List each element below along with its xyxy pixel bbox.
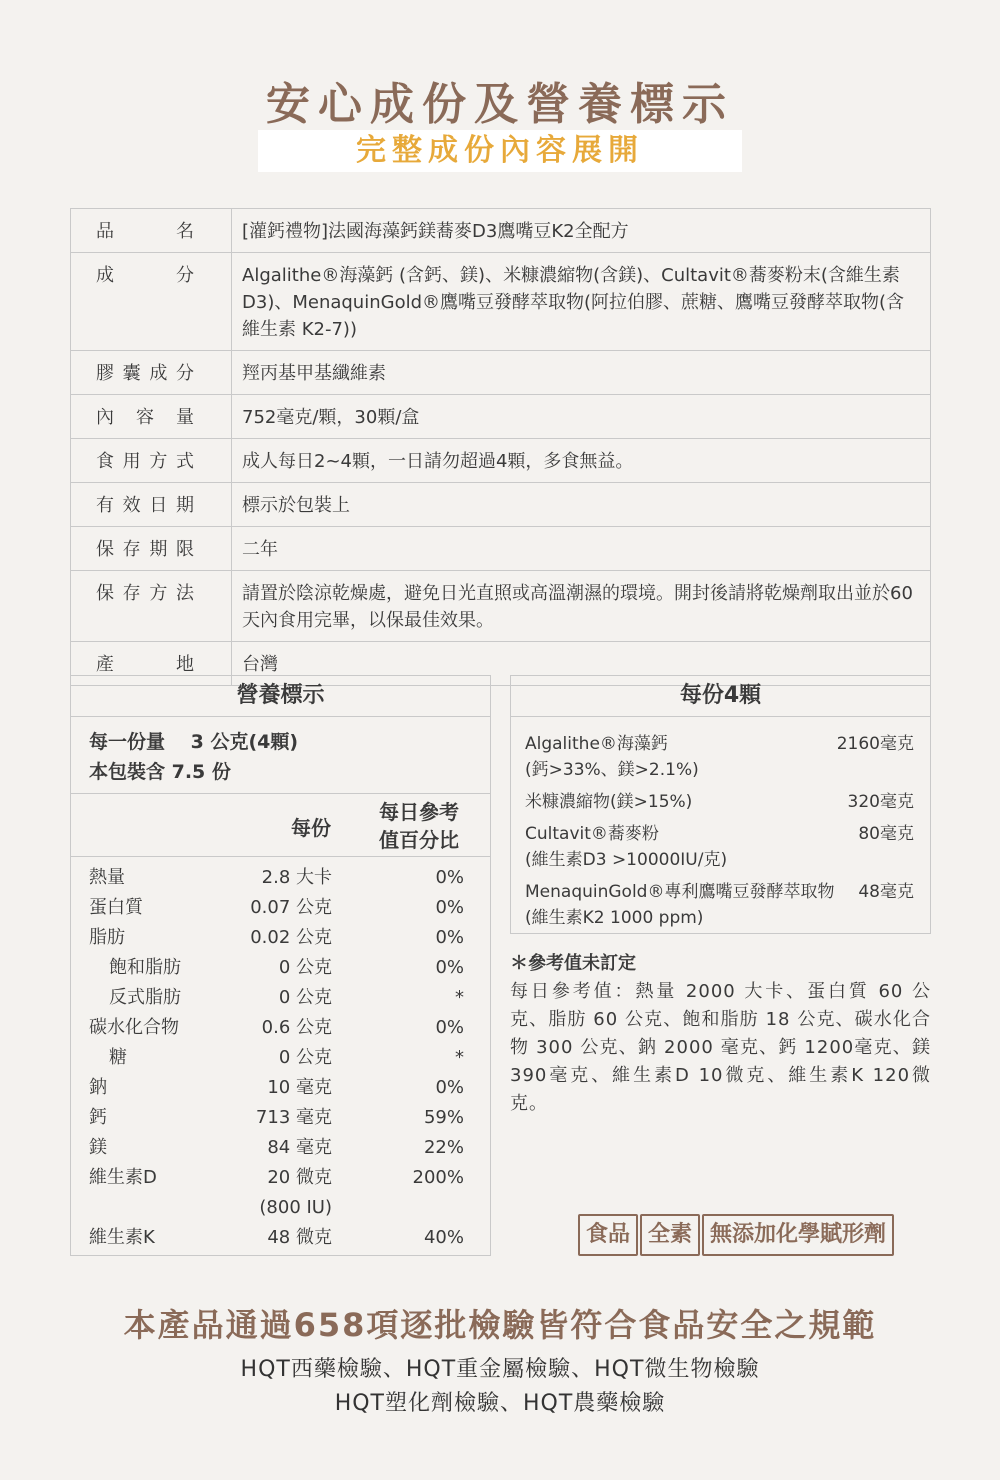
spec-key-label: 品名 xyxy=(96,221,194,242)
ingredient-name: 米糠濃縮物(鎂>15%) xyxy=(525,792,693,812)
nutrient-daily-pct: 0% xyxy=(435,867,464,888)
nutrient-daily-pct: 200% xyxy=(412,1167,464,1188)
serving-size: 每一份量 3 公克(4顆) xyxy=(89,731,299,753)
spec-key xyxy=(71,483,232,527)
spec-row xyxy=(71,253,931,351)
nutrient-daily-pct: * xyxy=(455,987,464,1008)
nutrition-rows xyxy=(71,857,490,1253)
nutrient-daily-pct: 59% xyxy=(423,1107,464,1128)
nutrient-name: 反式脂肪 xyxy=(109,987,181,1008)
nutrient-name: 鎂 xyxy=(89,1137,107,1158)
nutrition-row xyxy=(71,953,490,983)
nutrition-row xyxy=(71,923,490,953)
ingredient-detail: (鈣>33%、鎂>2.1%) xyxy=(525,760,699,780)
ingredient-detail: (維生素K2 1000 ppm) xyxy=(525,908,704,928)
ingredient-item xyxy=(525,879,916,931)
spec-key-label: 有效日期 xyxy=(96,495,194,516)
spec-row xyxy=(71,209,931,253)
nutrient-name: 蛋白質 xyxy=(89,897,143,918)
nutrient-value: 48 微克 xyxy=(267,1227,332,1248)
ingredient-amount: 2160毫克 xyxy=(836,734,914,754)
nutrient-value: 0.02 公克 xyxy=(250,927,332,948)
nutrition-row xyxy=(71,1073,490,1103)
ingredient-amount: 80毫克 xyxy=(858,824,914,844)
ingredient-name: Cultavit®蕎麥粉 xyxy=(525,824,659,844)
servings-per-package: 本包裝含 7.5 份 xyxy=(89,761,231,783)
badge-group xyxy=(578,1214,896,1256)
spec-key-label: 成分 xyxy=(96,265,194,286)
certification-headline: 本產品通過658項逐批檢驗皆符合食品安全之規範 xyxy=(123,1306,877,1344)
nutrient-value: 0.6 公克 xyxy=(261,1017,332,1038)
certification-line-1: HQT西藥檢驗、HQT重金屬檢驗、HQT微生物檢驗 xyxy=(240,1357,760,1382)
spec-key xyxy=(71,527,232,571)
nutrient-daily-pct: 40% xyxy=(423,1227,464,1248)
spec-row xyxy=(71,527,931,571)
nutrient-name: 維生素D xyxy=(89,1167,157,1188)
nutrient-value: 0 公克 xyxy=(278,1047,332,1068)
nutrient-value: 20 微克 xyxy=(267,1167,332,1188)
nutrition-row xyxy=(71,1193,490,1223)
ingredient-detail: (維生素D3 >10000IU/克) xyxy=(525,850,728,870)
reference-note-body: 每日參考值：熱量 2000 大卡、蛋白質 60 公克、脂肪 60 公克、飽和脂肪 18 公克、碳水化合物 300 公克、鈉 2000 毫克、鈣 1200毫克、鎂 390毫克、維生素D 10微克、維生素K 120微克。 xyxy=(510,981,931,1114)
nutrition-row xyxy=(71,1103,490,1133)
spec-key-label: 內容量 xyxy=(96,407,194,428)
page-title: 安心成份及營養標示 xyxy=(266,79,734,130)
spec-value: Algalithe®海藻鈣 (含鈣、鎂)、米糠濃縮物(含鎂)、Cultavit®蕎麥粉末(含維生素D3)、MenaquinGold®鷹嘴豆發酵萃取物(阿拉伯膠、蔗糖、鷹嘴豆發酵萃取物(含維生素 K2-7)) xyxy=(232,253,931,351)
spec-row xyxy=(71,439,931,483)
spec-key-label: 食用方式 xyxy=(96,451,194,472)
nutrition-row xyxy=(71,893,490,923)
feature-badge: 全素 xyxy=(640,1214,700,1256)
spec-key xyxy=(71,253,232,351)
col-per-serving: 每份 xyxy=(291,816,331,840)
nutrition-panel xyxy=(70,675,491,1256)
ingredient-name: Algalithe®海藻鈣 xyxy=(525,734,668,754)
nutrient-name: 熱量 xyxy=(89,867,125,888)
spec-key-label: 保存期限 xyxy=(96,539,194,560)
nutrient-value: (800 IU) xyxy=(259,1197,332,1218)
nutrition-row xyxy=(71,1013,490,1043)
nutrient-daily-pct: * xyxy=(455,1047,464,1068)
per-serving-title: 每份4顆 xyxy=(511,676,930,717)
nutrition-row xyxy=(71,1043,490,1073)
ingredient-item xyxy=(525,789,916,815)
ingredient-item xyxy=(525,731,916,783)
nutrient-name: 糖 xyxy=(109,1047,127,1068)
nutrient-value: 0.07 公克 xyxy=(250,897,332,918)
nutrition-row xyxy=(71,863,490,893)
nutrition-row xyxy=(71,1223,490,1253)
col-daily-value-line1: 每日參考 xyxy=(379,800,459,824)
nutrient-daily-pct: 0% xyxy=(435,1017,464,1038)
spec-value: 標示於包裝上 xyxy=(232,483,931,527)
nutrient-name: 鈉 xyxy=(89,1077,107,1098)
feature-badge: 食品 xyxy=(578,1214,638,1256)
nutrient-name: 碳水化合物 xyxy=(89,1017,179,1038)
nutrient-value: 10 毫克 xyxy=(267,1077,332,1098)
nutrient-value: 84 毫克 xyxy=(267,1137,332,1158)
nutrition-row xyxy=(71,1133,490,1163)
col-daily-value-line2: 值百分比 xyxy=(379,828,459,852)
spec-row xyxy=(71,571,931,642)
reference-note xyxy=(510,950,931,1118)
nutrient-name: 飽和脂肪 xyxy=(109,957,181,978)
nutrient-name: 脂肪 xyxy=(89,927,125,948)
nutrient-daily-pct: 0% xyxy=(435,897,464,918)
nutrient-value: 0 公克 xyxy=(278,957,332,978)
spec-value: 台灣 xyxy=(232,642,931,686)
serving-info xyxy=(71,717,490,794)
certification-line-2: HQT塑化劑檢驗、HQT農藥檢驗 xyxy=(334,1391,666,1416)
spec-value: 二年 xyxy=(232,527,931,571)
spec-row xyxy=(71,395,931,439)
per-serving-list xyxy=(511,717,930,931)
nutrient-value: 0 公克 xyxy=(278,987,332,1008)
ingredient-item xyxy=(525,821,916,873)
nutrition-row xyxy=(71,983,490,1013)
reference-note-title: ＊參考值未訂定 xyxy=(510,953,636,974)
page-subtitle: 完整成份內容展開 xyxy=(258,130,742,172)
nutrient-name: 鈣 xyxy=(89,1107,107,1128)
ingredient-amount: 320毫克 xyxy=(847,792,914,812)
spec-key xyxy=(71,351,232,395)
spec-value: 請置於陰涼乾燥處，避免日光直照或高溫潮濕的環境。開封後請將乾燥劑取出並於60天內食用完畢，以保最佳效果。 xyxy=(232,571,931,642)
spec-key-label: 產地 xyxy=(96,654,194,675)
feature-badge: 無添加化學賦形劑 xyxy=(702,1214,894,1256)
spec-key xyxy=(71,571,232,642)
spec-key xyxy=(71,439,232,483)
nutrition-column-header xyxy=(71,794,490,857)
col-daily-value xyxy=(371,798,467,854)
spec-value: 752毫克/顆，30顆/盒 xyxy=(232,395,931,439)
nutrient-name: 維生素K xyxy=(89,1227,155,1248)
nutrient-daily-pct: 22% xyxy=(423,1137,464,1158)
spec-key xyxy=(71,209,232,253)
nutrition-row xyxy=(71,1163,490,1193)
nutrient-daily-pct: 0% xyxy=(435,957,464,978)
ingredient-name: MenaquinGold®專利鷹嘴豆發酵萃取物 xyxy=(525,882,835,902)
per-serving-panel xyxy=(510,675,931,934)
spec-value: [灌鈣禮物]法國海藻鈣鎂蕎麥D3鷹嘴豆K2全配方 xyxy=(232,209,931,253)
spec-row xyxy=(71,351,931,395)
spec-value: 成人每日2~4顆，一日請勿超過4顆，多食無益。 xyxy=(232,439,931,483)
spec-key-label: 保存方法 xyxy=(96,583,194,604)
spec-key xyxy=(71,395,232,439)
nutrient-daily-pct: 0% xyxy=(435,927,464,948)
spec-table xyxy=(70,208,931,686)
nutrient-daily-pct: 0% xyxy=(435,1077,464,1098)
nutrition-title: 營養標示 xyxy=(71,676,490,717)
nutrient-value: 2.8 大卡 xyxy=(261,867,332,888)
spec-row xyxy=(71,483,931,527)
spec-key-label: 膠囊成分 xyxy=(96,363,194,384)
nutrient-value: 713 毫克 xyxy=(255,1107,332,1128)
spec-value: 羥丙基甲基纖維素 xyxy=(232,351,931,395)
ingredient-amount: 48毫克 xyxy=(858,882,914,902)
